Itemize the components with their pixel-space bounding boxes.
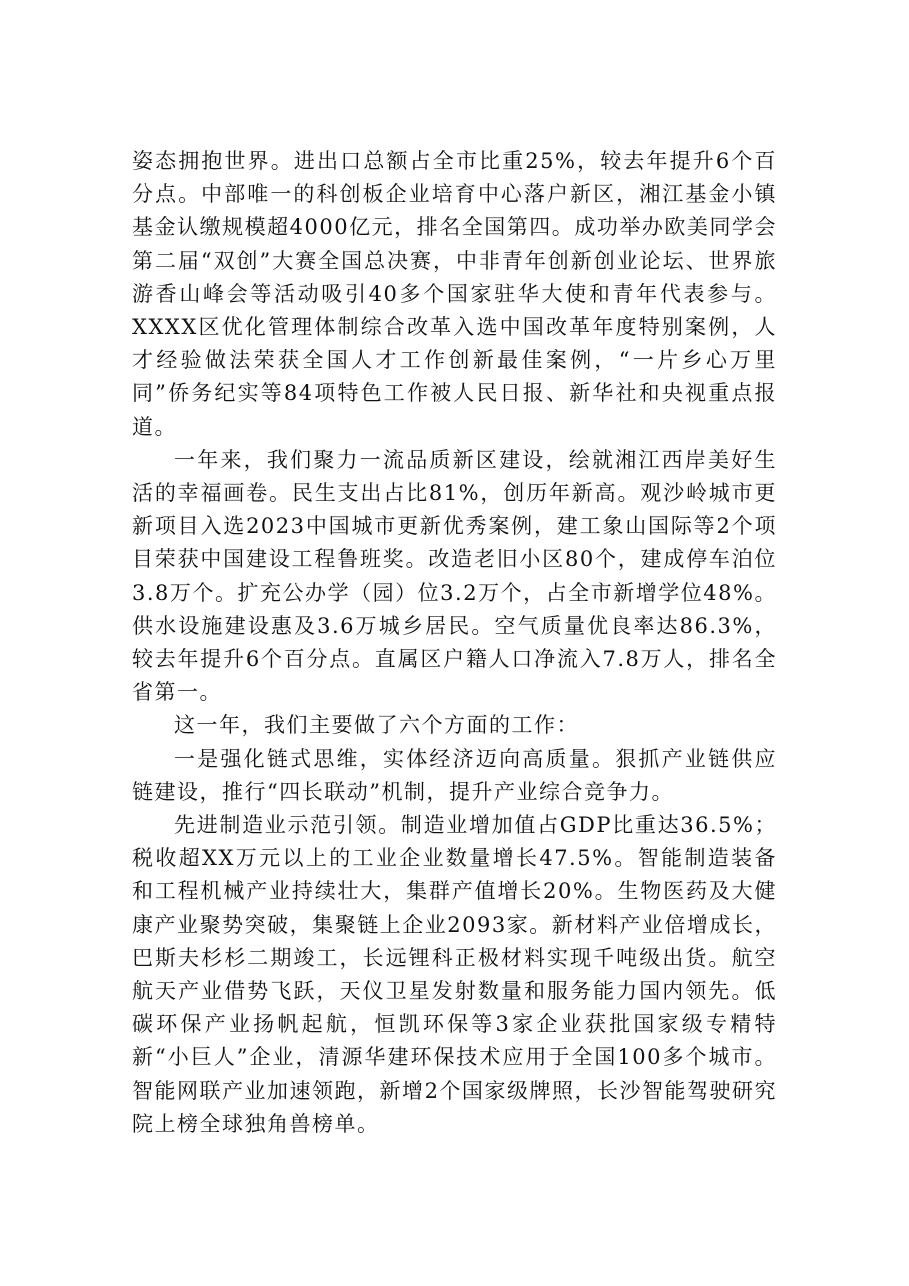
paragraph-1: 姿态拥抱世界。进出口总额占全市比重25%，较去年提升6个百分点。中部唯一的科创板企业培育中心落户新区，湘江基金小镇基金认缴规模超4000亿元，排名全国第四。成功举办欧美同学会第二届“双创”大赛全国总决赛，中非青年创新创业论坛、世界旅游香山峰会等活动吸引40多个国家驻华大使和青年代表参与。XXXX区优化管理体制综合改革入选中国改革年度特别案例，人才经验做法荣获全国人才工作创新最佳案例，“一片乡心万里同”侨务纪实等84项特色工作被人民日报、新华社和央视重点报道。 [132,149,777,439]
paragraph-2: 一年来，我们聚力一流品质新区建设，绘就湘江西岸美好生活的幸福画卷。民生支出占比81%，创历年新高。观沙岭城市更新项目入选2023中国城市更新优秀案例，建工象山国际等2个项目荣获中国建设工程鲁班奖。改造老旧小区80个，建成停车泊位3.8万个。扩充公办学（园）位3.2万个，占全市新增学位48%。供水设施建设惠及3.6万城乡居民。空气质量优良率达86.3%，较去年提升6个百分点。直属区户籍人口净流入7.8万人，排名全省第一。 [132,447,777,705]
paragraph-4: 一是强化链式思维，实体经济迈向高质量。狠抓产业链供应链建设，推行“四长联动”机制，提升产业综合竞争力。 [132,746,777,804]
body-text [132,145,777,1141]
paragraph-5: 先进制造业示范引领。制造业增加值占GDP比重达36.5%；税收超XX万元以上的工业企业数量增长47.5%。智能制造装备和工程机械产业持续壮大，集群产值增长20%。生物医药及大健康产业聚势突破，集聚链上企业2093家。新材料产业倍增成长，巴斯夫杉杉二期竣工，长远锂科正极材料实现千吨级出货。航空航天产业借势飞跃，天仪卫星发射数量和服务能力国内领先。低碳环保产业扬帆起航，恒凯环保等3家企业获批国家级专精特新“小巨人”企业，清源华建环保技术应用于全国100多个城市。智能网联产业加速领跑，新增2个国家级牌照，长沙智能驾驶研究院上榜全球独角兽榜单。 [132,813,777,1136]
paragraph-3: 这一年，我们主要做了六个方面的工作： [174,713,579,738]
